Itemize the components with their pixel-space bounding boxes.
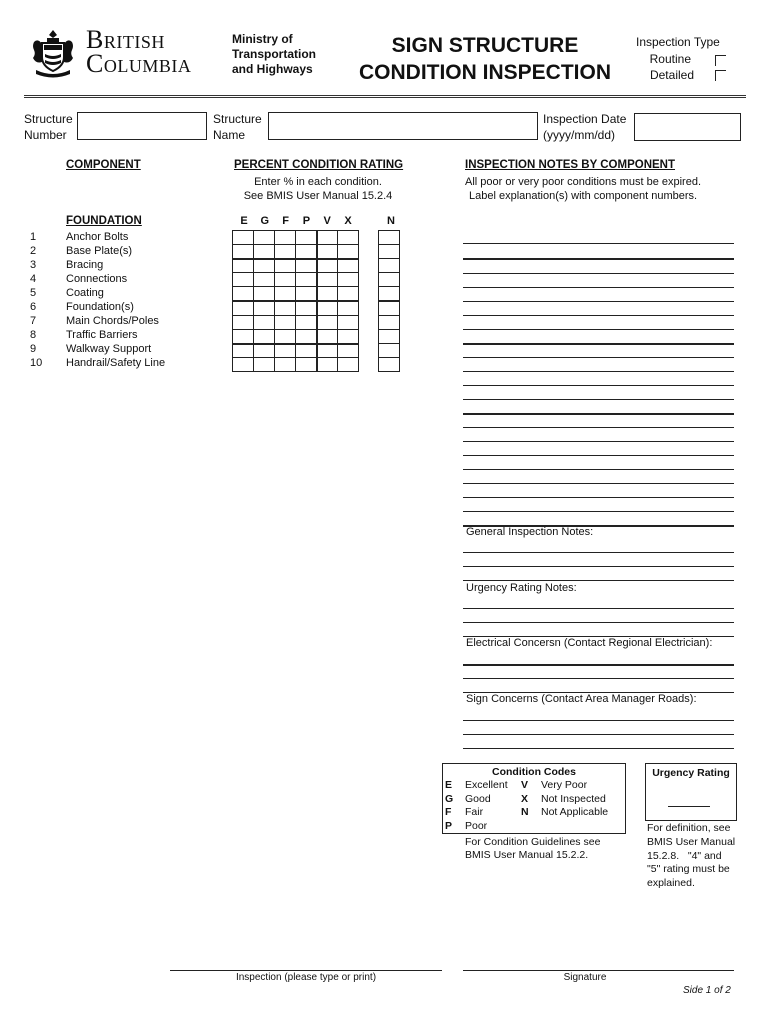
inspection-type-label: Inspection Type — [636, 35, 720, 49]
percent-rating-header: PERCENT CONDITION RATING — [234, 159, 404, 171]
rating-cell[interactable] — [295, 230, 317, 245]
sign-notes-label: Sign Concerns (Contact Area Manager Roads): — [466, 693, 697, 705]
rating-cell[interactable] — [337, 343, 359, 358]
note-line[interactable] — [463, 552, 734, 553]
structure-number-input[interactable] — [77, 112, 207, 140]
component-number: 10 — [30, 357, 43, 369]
code-meaning: Poor — [465, 819, 488, 832]
rating-cell[interactable] — [337, 301, 359, 316]
rating-cell[interactable] — [274, 343, 296, 358]
rating-cell[interactable] — [274, 230, 296, 245]
note-line[interactable] — [463, 315, 734, 316]
code-letter: P — [445, 819, 453, 832]
structure-number-label — [24, 111, 73, 143]
structure-number-label-l1: Structure — [24, 112, 73, 126]
code-letter: V — [521, 779, 529, 791]
condition-code-row — [443, 806, 625, 820]
rating-cell-n[interactable] — [378, 357, 400, 372]
code-letter: G — [445, 792, 454, 805]
note-line[interactable] — [463, 371, 734, 372]
component-row — [30, 300, 165, 314]
component-label: Foundation(s) — [66, 301, 134, 313]
condition-code-row — [443, 820, 625, 834]
rating-cell[interactable] — [316, 315, 338, 330]
component-row — [30, 314, 165, 328]
note-line[interactable] — [463, 678, 734, 679]
component-row — [30, 230, 165, 244]
component-label: Bracing — [66, 259, 104, 271]
signature-label: Signature — [563, 972, 607, 983]
note-line[interactable] — [463, 664, 734, 666]
rating-cell[interactable] — [274, 258, 296, 273]
rating-cell[interactable] — [232, 315, 254, 330]
note-line[interactable] — [463, 622, 734, 623]
component-number: 5 — [30, 287, 37, 299]
component-label: Base Plate(s) — [66, 245, 133, 257]
rating-cell[interactable] — [316, 301, 338, 316]
note-line[interactable] — [463, 385, 734, 386]
rating-cell-n[interactable] — [378, 258, 400, 273]
note-line[interactable] — [463, 608, 734, 609]
note-line[interactable] — [463, 258, 734, 260]
grid-header-g: G — [260, 215, 270, 227]
inspection-type-detailed-label: Detailed — [649, 68, 694, 82]
rating-cell[interactable] — [316, 286, 338, 301]
rating-cell-n[interactable] — [378, 329, 400, 344]
code-meaning: Excellent — [465, 779, 508, 791]
organization-name — [86, 25, 192, 78]
inspection-date-label-l2: (yyyy/mm/dd) — [543, 128, 615, 142]
inspector-name-line[interactable] — [170, 970, 442, 971]
urgency-rating-box — [645, 763, 737, 821]
rating-cell[interactable] — [337, 244, 359, 259]
grid-header-v: V — [323, 215, 331, 227]
note-line[interactable] — [463, 413, 734, 415]
rating-cell-n[interactable] — [378, 301, 400, 316]
grid-header-f: F — [282, 215, 289, 227]
note-line[interactable] — [463, 483, 734, 484]
rating-cell[interactable] — [295, 329, 317, 344]
component-label: Coating — [66, 287, 104, 299]
code-letter: X — [521, 792, 529, 805]
note-line[interactable] — [463, 720, 734, 721]
code-meaning: Very Poor — [541, 779, 588, 791]
rating-cell[interactable] — [274, 244, 296, 259]
component-row — [30, 272, 165, 286]
component-label: Anchor Bolts — [66, 231, 129, 243]
note-line[interactable] — [463, 399, 734, 400]
rating-cell-n[interactable] — [378, 244, 400, 259]
rating-cell-n[interactable] — [378, 230, 400, 245]
rating-cell[interactable] — [232, 286, 254, 301]
rating-cell[interactable] — [232, 244, 254, 259]
component-row — [30, 342, 165, 356]
rating-cell[interactable] — [337, 357, 359, 372]
condition-code-row — [443, 793, 625, 807]
grid-header-e: E — [240, 215, 248, 227]
guideline-line1: For Condition Guidelines see — [465, 836, 601, 848]
rating-cell[interactable] — [316, 272, 338, 287]
rating-cell[interactable] — [253, 315, 275, 330]
note-line[interactable] — [463, 469, 734, 470]
title-line2: CONDITION INSPECTION — [358, 61, 611, 84]
component-number: 2 — [30, 245, 37, 257]
component-row — [30, 356, 165, 370]
note-line[interactable] — [463, 566, 734, 567]
component-label: Traffic Barriers — [66, 329, 138, 341]
rating-cell[interactable] — [316, 244, 338, 259]
rating-cell[interactable] — [253, 357, 275, 372]
urgency-def1: For definition, see — [647, 822, 731, 834]
rating-cell[interactable] — [253, 272, 275, 287]
inspection-date-label-l1: Inspection Date — [543, 112, 627, 126]
grid-header-x: X — [344, 215, 352, 227]
urgency-def4: "5" rating must be — [647, 863, 730, 876]
rating-cell[interactable] — [232, 258, 254, 273]
title-line1: SIGN STRUCTURE — [391, 34, 579, 57]
rating-cell[interactable] — [295, 286, 317, 301]
condition-codes-title: Condition Codes — [492, 766, 576, 778]
note-line[interactable] — [463, 273, 734, 274]
rating-cell[interactable] — [253, 230, 275, 245]
rating-cell[interactable] — [316, 343, 338, 358]
note-line[interactable] — [463, 497, 734, 498]
ministry-line1: Ministry of — [232, 32, 293, 46]
note-line[interactable] — [463, 287, 734, 288]
rating-cell[interactable] — [295, 315, 317, 330]
rating-cell[interactable] — [337, 286, 359, 301]
condition-code-row — [443, 779, 625, 793]
component-number: 1 — [30, 231, 37, 243]
urgency-def2: BMIS User Manual — [647, 835, 736, 848]
rating-cell[interactable] — [232, 301, 254, 316]
org-line1: British — [86, 25, 165, 54]
rating-cell[interactable] — [232, 272, 254, 287]
code-meaning: Not Applicable — [541, 806, 609, 818]
notes-note1: All poor or very poor conditions must be expired. — [465, 176, 702, 188]
percent-rating-note — [234, 175, 402, 203]
foundation-title: FOUNDATION — [66, 215, 142, 227]
rating-cell-n[interactable] — [378, 315, 400, 330]
structure-name-label — [213, 111, 262, 143]
rating-cell[interactable] — [274, 357, 296, 372]
rating-cell[interactable] — [253, 244, 275, 259]
page-number: Side 1 of 2 — [683, 985, 731, 996]
percent-note1: Enter % in each condition. — [254, 176, 382, 188]
rating-cell[interactable] — [274, 272, 296, 287]
rating-cell[interactable] — [253, 258, 275, 273]
rating-cell[interactable] — [316, 329, 338, 344]
notes-header: INSPECTION NOTES BY COMPONENT — [465, 159, 676, 171]
org-line2: Columbia — [86, 49, 192, 78]
urgency-def3: 15.2.8. "4" and — [647, 849, 722, 862]
rating-cell[interactable] — [232, 329, 254, 344]
note-line[interactable] — [463, 748, 734, 749]
note-line[interactable] — [463, 441, 734, 442]
condition-codes-rows — [443, 779, 625, 833]
note-line[interactable] — [463, 734, 734, 735]
ministry-line2: Transportation — [232, 47, 317, 61]
note-line[interactable] — [463, 301, 734, 302]
code-meaning: Not Inspected — [541, 792, 606, 805]
rating-cell-n[interactable] — [378, 343, 400, 358]
component-label: Walkway Support — [66, 343, 152, 355]
n-column-grid — [378, 230, 400, 371]
code-letter: F — [445, 806, 452, 818]
rating-cell[interactable] — [295, 258, 317, 273]
component-row — [30, 328, 165, 342]
rating-cell[interactable] — [337, 329, 359, 344]
electrical-notes-label: Electrical Concersn (Contact Regional Electrician): — [466, 637, 713, 649]
inspection-type-routine-label: Routine — [649, 52, 691, 66]
structure-name-label-l1: Structure — [213, 112, 262, 126]
rating-cell[interactable] — [337, 272, 359, 287]
urgency-rating-input-line[interactable] — [668, 806, 710, 807]
rating-cell[interactable] — [295, 343, 317, 358]
component-list — [30, 230, 165, 370]
note-line[interactable] — [463, 343, 734, 345]
note-line[interactable] — [463, 243, 734, 244]
rating-cell-n[interactable] — [378, 286, 400, 301]
component-number: 3 — [30, 259, 37, 271]
notes-note2: Label explanation(s) with component numbers. — [469, 190, 698, 202]
condition-codes-box — [442, 763, 626, 834]
bc-crest-icon — [30, 28, 76, 78]
urgency-definition — [647, 822, 735, 891]
rating-cell[interactable] — [274, 286, 296, 301]
note-line[interactable] — [463, 580, 734, 581]
rating-cell[interactable] — [316, 357, 338, 372]
rating-grid — [232, 230, 358, 371]
rating-cell[interactable] — [232, 343, 254, 358]
rating-cell[interactable] — [295, 244, 317, 259]
rating-cell-n[interactable] — [378, 272, 400, 287]
note-line[interactable] — [463, 329, 734, 330]
component-number: 9 — [30, 343, 37, 355]
general-notes-label: General Inspection Notes: — [466, 526, 594, 538]
rating-cell[interactable] — [274, 315, 296, 330]
code-meaning: Fair — [465, 806, 484, 818]
rating-cell[interactable] — [274, 301, 296, 316]
code-meaning: Good — [465, 792, 491, 805]
condition-guidelines — [465, 836, 600, 862]
rating-cell[interactable] — [316, 258, 338, 273]
signature-line[interactable] — [463, 970, 734, 971]
rating-cell[interactable] — [232, 357, 254, 372]
rating-cell[interactable] — [337, 315, 359, 330]
urgency-def5: explained. — [647, 877, 695, 890]
rating-cell[interactable] — [253, 301, 275, 316]
structure-number-label-l2: Number — [24, 128, 67, 142]
ministry-line3: and Highways — [232, 62, 313, 76]
rating-cell[interactable] — [232, 230, 254, 245]
note-line[interactable] — [463, 357, 734, 358]
component-number: 4 — [30, 273, 37, 285]
urgency-rating-title: Urgency Rating — [652, 767, 730, 779]
rating-cell[interactable] — [295, 272, 317, 287]
rating-cell[interactable] — [337, 230, 359, 245]
note-line[interactable] — [463, 511, 734, 512]
grid-header-n: N — [387, 215, 395, 227]
component-label: Connections — [66, 273, 128, 285]
grid-header-p: P — [302, 215, 311, 227]
guideline-line2: BMIS User Manual 15.2.2. — [465, 849, 589, 861]
inspector-name-label: Inspection (please type or print) — [235, 972, 377, 983]
note-line[interactable] — [463, 455, 734, 456]
component-row — [30, 244, 165, 258]
rating-cell[interactable] — [295, 357, 317, 372]
ministry-name — [232, 32, 316, 77]
rating-cell[interactable] — [253, 286, 275, 301]
code-letter: E — [445, 779, 453, 791]
note-line[interactable] — [463, 427, 734, 428]
component-label: Handrail/Safety Line — [66, 357, 166, 369]
component-number: 7 — [30, 315, 37, 327]
rating-cell[interactable] — [316, 230, 338, 245]
component-label: Main Chords/Poles — [66, 315, 159, 327]
rating-cell[interactable] — [274, 329, 296, 344]
code-letter: N — [521, 806, 529, 818]
rating-cell[interactable] — [337, 258, 359, 273]
urgency-notes-label: Urgency Rating Notes: — [466, 582, 577, 594]
component-number: 8 — [30, 329, 37, 341]
rating-cell[interactable] — [253, 343, 275, 358]
component-number: 6 — [30, 301, 37, 313]
percent-note2: See BMIS User Manual 15.2.4 — [243, 190, 393, 202]
rating-cell[interactable] — [295, 301, 317, 316]
structure-name-label-l2: Name — [213, 128, 246, 142]
component-header: COMPONENT — [66, 159, 141, 171]
component-row — [30, 286, 165, 300]
component-row — [30, 258, 165, 272]
rating-cell[interactable] — [253, 329, 275, 344]
